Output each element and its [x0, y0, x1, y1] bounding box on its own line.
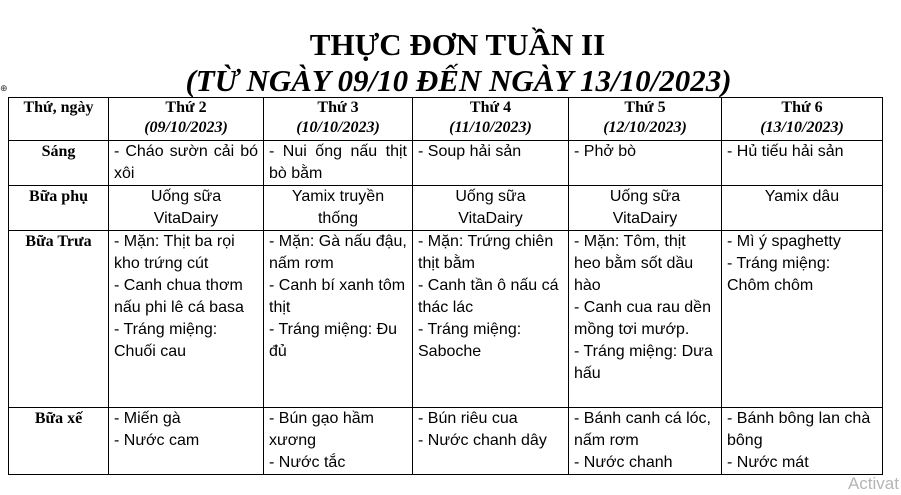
dish-line: - Nui ống nấu thịt bò bằm: [269, 143, 407, 182]
dish-line: - Canh cua rau dền mồng tơi mướp.: [574, 299, 711, 338]
dish-line: - Nước chanh dây: [418, 432, 547, 449]
dish-line: - Tráng miệng: Dưa hấu: [574, 343, 713, 382]
dish-line: - Miến gà: [114, 410, 181, 427]
dish-line: - Canh chua thơm nấu phi lê cá basa: [114, 277, 244, 316]
day-date: (10/10/2023): [296, 119, 380, 136]
dish-line: - Bún gạo hầm xương: [269, 410, 374, 449]
menu-cell[interactable]: [264, 141, 413, 186]
day-name: Thứ 6: [781, 99, 823, 116]
dish-line: - Nước mát: [727, 454, 809, 471]
day-date: (13/10/2023): [760, 119, 844, 136]
dish-line: - Cháo sườn cải bó xôi: [114, 143, 258, 182]
dish-line: - Mặn: Gà nấu đậu, nấm rơm: [269, 233, 407, 272]
dish-line: Yamix dâu: [764, 188, 840, 205]
dish-line: - Mặn: Thịt ba rọi kho trứng cút: [114, 233, 235, 272]
dish-line: VitaDairy: [612, 210, 678, 227]
dish-line: - Mì ý spaghetty: [727, 233, 841, 250]
menu-cell[interactable]: [722, 408, 883, 475]
dish-line: - Tráng miệng: Saboche: [418, 321, 522, 360]
dish-line: - Mặn: Tôm, thịt heo bằm sốt dầu hào: [574, 233, 694, 294]
dish-line: - Mặn: Trứng chiên thịt bằm: [418, 233, 554, 272]
menu-cell[interactable]: [569, 186, 722, 231]
menu-cell[interactable]: [264, 186, 413, 231]
menu-title: THỰC ĐƠN TUẦN II: [309, 27, 606, 62]
dish-line: - Soup hải sản: [418, 143, 522, 160]
menu-cell[interactable]: [109, 408, 264, 475]
header-first-col-text: Thứ, ngày: [23, 99, 94, 116]
menu-cell[interactable]: [109, 186, 264, 231]
dish-line: - Bánh bông lan chà bông: [727, 410, 871, 449]
day-name: Thứ 3: [317, 99, 359, 116]
dish-line: - Tráng miệng: Đu đủ: [269, 321, 398, 360]
day-date: (11/10/2023): [449, 119, 532, 136]
menu-cell[interactable]: [264, 408, 413, 475]
menu-row: [9, 231, 883, 408]
dish-line: - Tráng miệng: Chôm chôm: [727, 255, 831, 294]
header-row: [9, 98, 883, 141]
menu-date-range: (TỪ NGÀY 09/10 ĐẾN NGÀY 13/10/2023): [185, 63, 732, 98]
header-day-1: [264, 98, 413, 141]
menu-cell[interactable]: [569, 231, 722, 408]
day-name: Thứ 2: [165, 99, 207, 116]
menu-cell[interactable]: [413, 231, 569, 408]
menu-cell[interactable]: [569, 408, 722, 475]
dish-line: - Nước tắc: [269, 454, 346, 471]
menu-cell[interactable]: [722, 186, 883, 231]
dish-line: - Nước chanh: [574, 454, 673, 471]
header-day-4: [722, 98, 883, 141]
table-move-handle-icon[interactable]: ⊕: [0, 84, 8, 94]
dish-line: - Bún riêu cua: [418, 410, 518, 427]
dish-line: Uống sữa: [609, 188, 681, 205]
day-name: Thứ 4: [469, 99, 512, 116]
meal-label: Bữa xế: [9, 408, 109, 475]
weekly-menu-table: [8, 97, 883, 475]
dish-line: - Tráng miệng: Chuối cau: [114, 321, 218, 360]
meal-label: Bữa Trưa: [9, 231, 109, 408]
day-name: Thứ 5: [624, 99, 666, 116]
menu-row: [9, 408, 883, 475]
dish-line: - Phở bò: [574, 143, 637, 160]
header-day-0: [109, 98, 264, 141]
dish-line: Yamix truyền: [291, 188, 385, 205]
dish-line: - Nước cam: [114, 432, 200, 449]
meal-label: Bữa phụ: [9, 186, 109, 231]
menu-cell[interactable]: [109, 231, 264, 408]
dish-line: Uống sữa: [455, 188, 526, 205]
header-day-label: [9, 98, 109, 141]
header-day-2: [413, 98, 569, 141]
menu-cell[interactable]: [413, 141, 569, 186]
menu-cell[interactable]: [722, 141, 883, 186]
dish-line: - Bánh canh cá lóc, nấm rơm: [574, 410, 711, 449]
menu-cell[interactable]: [109, 141, 264, 186]
day-date: (12/10/2023): [603, 119, 687, 136]
dish-line: - Canh bí xanh tôm thịt: [269, 277, 406, 316]
menu-row: [9, 186, 883, 231]
header-day-3: [569, 98, 722, 141]
menu-cell[interactable]: [264, 231, 413, 408]
menu-cell[interactable]: [413, 186, 569, 231]
dish-line: VitaDairy: [153, 210, 219, 227]
meal-label: Sáng: [9, 141, 109, 186]
activation-watermark: Activat: [847, 474, 899, 493]
dish-line: - Hủ tiếu hải sản: [727, 143, 844, 160]
menu-row: [9, 141, 883, 186]
dish-line: thống: [317, 210, 359, 227]
menu-cell[interactable]: [413, 408, 569, 475]
dish-line: - Canh tần ô nấu cá thác lác: [418, 277, 559, 316]
day-date: (09/10/2023): [144, 119, 228, 136]
menu-cell[interactable]: [722, 231, 883, 408]
dish-line: VitaDairy: [458, 210, 523, 227]
menu-cell[interactable]: [569, 141, 722, 186]
dish-line: Uống sữa: [150, 188, 222, 205]
